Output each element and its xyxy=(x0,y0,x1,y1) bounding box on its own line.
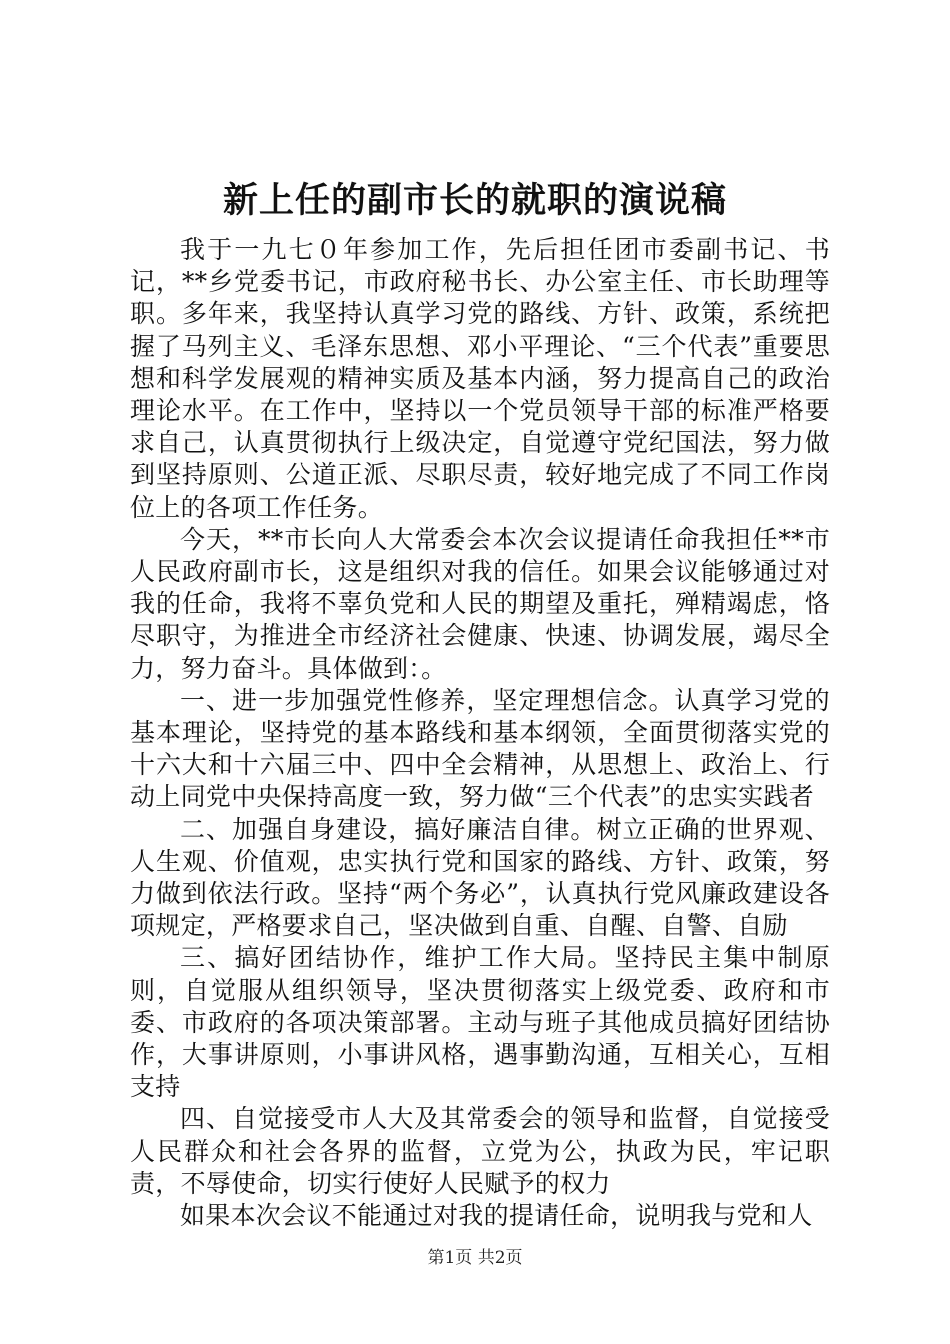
paragraph-nomination: 今天，**市长向人大常委会本次会议提请任命我担任**市人民政府副市长，这是组织对我的信任。如果会议能够通过对我的任命，我将不辜负党和人民的期望及重托，殚精竭虑，恪尽职守，为推进全市经济社会健康、快速、协调发展，竭尽全力，努力奋斗。具体做到：。 xyxy=(130,524,830,683)
paragraph-point-three: 三、搞好团结协作，维护工作大局。坚持民主集中制原则，自觉服从组织领导，坚决贯彻落实上级党委、政府和市委、市政府的各项决策部署。主动与班子其他成员搞好团结协作，大事讲原则，小事讲风格，遇事勤沟通，互相关心，互相支持 xyxy=(130,943,830,1102)
document-body xyxy=(130,234,830,1232)
paragraph-point-four: 四、自觉接受市人大及其常委会的领导和监督，自觉接受人民群众和社会各界的监督，立党为公，执政为民，牢记职责，不辱使命，切实行使好人民赋予的权力 xyxy=(130,1104,830,1198)
paragraph-career: 我于一九七０年参加工作，先后担任团市委副书记、书记，**乡党委书记，市政府秘书长、办公室主任、市长助理等职。多年来，我坚持认真学习党的路线、方针、政策，系统把握了马列主义、毛泽东思想、邓小平理论、“三个代表”重要思想和科学发展观的精神实质及基本内涵，努力提高自己的政治理论水平。在工作中，坚持以一个党员领导干部的标准严格要求自己，认真贯彻执行上级决定，自觉遵守党纪国法，努力做到坚持原则、公道正派、尽职尽责，较好地完成了不同工作岗位上的各项工作任务。 xyxy=(130,235,830,522)
page-number-footer: 第1页 共2页 xyxy=(427,1248,523,1268)
paragraph-closing: 如果本次会议不能通过对我的提请任命，说明我与党和人 xyxy=(180,1201,813,1231)
paragraph-point-one: 一、进一步加强党性修养，坚定理想信念。认真学习党的基本理论，坚持党的基本路线和基本纲领，全面贯彻落实党的十六大和十六届三中、四中全会精神，从思想上、政治上、行动上同党中央保持高度一致，努力做“三个代表”的忠实实践者 xyxy=(130,685,830,812)
paragraph-point-two: 二、加强自身建设，搞好廉洁自律。树立正确的世界观、人生观、价值观，忠实执行党和国家的路线、方针、政策，努力做到依法行政。坚持“两个务必”，认真执行党风廉政建设各项规定，严格要求自己，坚决做到自重、自醒、自警、自励 xyxy=(130,814,830,941)
document-title: 新上任的副市长的就职的演说稿 xyxy=(222,180,727,221)
